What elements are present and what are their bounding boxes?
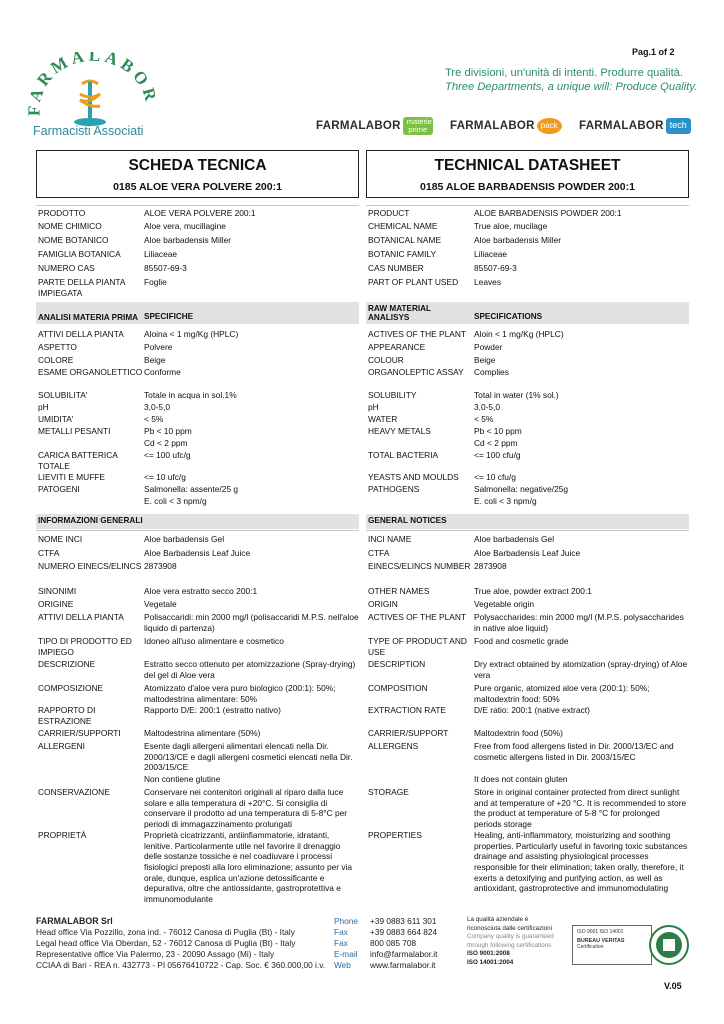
table-row xyxy=(366,402,689,413)
table-row xyxy=(366,426,689,437)
brand-badge: materie prime xyxy=(403,117,433,135)
table-row xyxy=(36,599,359,610)
cert-org: BUREAU VERITAS xyxy=(577,937,625,944)
table-row xyxy=(36,402,359,413)
contact-label: E-mail xyxy=(334,949,358,959)
row-key xyxy=(36,438,144,449)
table-row xyxy=(36,548,359,559)
brand-badge: tech xyxy=(666,118,691,133)
row-key: CARICA BATTERICA TOTALE xyxy=(38,450,118,471)
row-value: Liliaceae xyxy=(144,249,178,259)
row-value: Powder xyxy=(474,342,503,352)
table-row xyxy=(36,263,359,274)
row-key: PATHOGENS xyxy=(368,484,420,494)
row-key: PROPERTIES xyxy=(368,830,422,840)
tagline-it: Tre divisioni, un'unità di intenti. Produrre qualità. xyxy=(445,67,684,79)
row-value: Cd < 2 ppm xyxy=(474,438,518,448)
table-row xyxy=(36,355,359,366)
row-value: <= 100 cfu/g xyxy=(474,450,521,460)
table-row xyxy=(36,221,359,232)
table-row xyxy=(36,208,359,219)
row-key: OTHER NAMES xyxy=(368,586,430,596)
table-row xyxy=(366,414,689,425)
table-row xyxy=(366,249,689,260)
row-value: Idoneo all'uso alimentare e cosmetico xyxy=(144,636,284,646)
row-key xyxy=(366,774,474,785)
table-row xyxy=(36,249,359,260)
table-row xyxy=(366,355,689,366)
cert-sub: Certification xyxy=(577,944,604,950)
row-value: Leaves xyxy=(474,277,502,287)
row-key: SINONIMI xyxy=(38,586,77,596)
row-value: 2873908 xyxy=(144,561,177,571)
row-key: SOLUBILITY xyxy=(368,390,417,400)
row-value: Totale in acqua in sol.1% xyxy=(144,390,237,400)
bureau-veritas-cert-icon xyxy=(572,921,690,969)
row-key: ORIGINE xyxy=(38,599,74,609)
row-key: PROPRIETÀ xyxy=(38,830,87,840)
row-key: SOLUBILITA' xyxy=(38,390,88,400)
row-key: TIPO DI PRODOTTO ED IMPIEGO xyxy=(38,636,132,657)
row-value: Polisaccaridi: min 2000 mg/l (polisaccaridi M.P.S. nell'aloe liquido di partenza) xyxy=(144,612,359,633)
tagline-en: Three Departments, a unique will: Produce Quality. xyxy=(445,81,698,93)
row-key: PRODUCT xyxy=(368,208,410,218)
footer-line: CCIAA di Bari - REA n. 432773 - PI 05676410722 - Cap. Soc. € 360.000,00 i.v. xyxy=(36,960,326,970)
table-row xyxy=(366,277,689,288)
table-row xyxy=(36,414,359,425)
row-value: Rapporto D/E: 200:1 (estratto nativo) xyxy=(144,705,281,715)
row-key: NOME BOTANICO xyxy=(38,235,109,245)
brand-name: FARMALABOR xyxy=(316,119,401,132)
row-value: Conservare nei contenitori originali al riparo dalla luce solare e alla temperatura di +20°C. Si consiglia di conservare il prodotto ad una temperatura di 5-8°C per periodi di immagazzinamento prolungati xyxy=(144,787,348,830)
quality-line: Company quality is guaranteed xyxy=(467,933,554,941)
notices-header-it: INFORMAZIONI GENERALI xyxy=(36,514,359,529)
row-value: Aloe barbadensis Miller xyxy=(144,235,232,245)
row-value: <= 10 ufc/g xyxy=(144,472,186,482)
row-value: <= 100 ufc/g xyxy=(144,450,191,460)
row-value: Aloe vera estratto secco 200:1 xyxy=(144,586,258,596)
footer-company: FARMALABOR Srl xyxy=(36,916,113,926)
row-value: Beige xyxy=(474,355,496,365)
row-value: It does not contain gluten xyxy=(474,774,568,784)
contact-fax: +39 0883 664 824 xyxy=(370,927,438,937)
header-en xyxy=(366,150,689,198)
table-row xyxy=(366,342,689,353)
row-key: CTFA xyxy=(368,548,390,558)
table-row xyxy=(366,329,689,340)
row-value: Pb < 10 ppm xyxy=(474,426,522,436)
row-key: DESCRIZIONE xyxy=(38,659,96,669)
table-row xyxy=(36,705,359,726)
row-value: Store in original container protected from direct sunlight and at temperature of +20 °C. It is recommended to store the product at temperature of 5-8 °C for prolonged periods storage xyxy=(474,787,687,830)
footer-contact-values xyxy=(370,916,460,971)
row-key: ATTIVI DELLA PIANTA xyxy=(38,329,124,339)
row-key: EXTRACTION RATE xyxy=(368,705,447,715)
table-row xyxy=(36,561,359,572)
table-row xyxy=(366,534,689,545)
footer-line: Representative office Via Palermo, 23 - 20090 Assago (Mi) - Italy xyxy=(36,949,275,959)
table-row xyxy=(366,208,689,219)
row-key: CAS NUMBER xyxy=(368,263,424,273)
row-value: Esente dagli allergeni alimentari elencati nella Dir. 2000/13/CE e dagli allergeni cosmetici elencati nella Dir. 2003/15/CE xyxy=(144,741,353,773)
table-row xyxy=(366,496,689,507)
contact-label: Phone xyxy=(334,916,358,926)
row-value: Salmonella: assente/25 g xyxy=(144,484,239,494)
quality-line: ISO 14001:2004 xyxy=(467,958,514,966)
row-key: pH xyxy=(38,402,49,412)
table-row xyxy=(36,659,359,680)
row-key: CONSERVAZIONE xyxy=(38,787,110,797)
row-key: NUMERO CAS xyxy=(38,263,95,273)
table-row xyxy=(366,659,689,680)
row-value: Polvere xyxy=(144,342,173,352)
footer-contact-labels xyxy=(334,916,374,971)
contact-label: Fax xyxy=(334,938,348,948)
row-value: Pb < 10 ppm xyxy=(144,426,192,436)
row-key: INCI NAME xyxy=(368,534,412,544)
table-row xyxy=(36,683,359,704)
row-key: COLOUR xyxy=(368,355,404,365)
row-key: RAPPORTO DI ESTRAZIONE xyxy=(38,705,96,726)
row-value: 3,0-5,0 xyxy=(144,402,171,412)
table-row xyxy=(366,683,689,704)
table-row xyxy=(36,438,359,449)
row-key: ORIGIN xyxy=(368,599,398,609)
row-value: 3,0-5,0 xyxy=(474,402,501,412)
table-row xyxy=(36,277,359,298)
logo-subtitle: Farmacisti Associati xyxy=(33,124,144,138)
row-key: PATOGENI xyxy=(38,484,80,494)
row-value: Maltodestrina alimentare (50%) xyxy=(144,728,261,738)
analysis-header-value: SPECIFICHE xyxy=(144,311,194,321)
table-row xyxy=(366,221,689,232)
row-key: PRODOTTO xyxy=(38,208,86,218)
table-row xyxy=(36,728,359,739)
row-value: Estratto secco ottenuto per atomizzazione (Spray-drying) del gel di Aloe vera xyxy=(144,659,356,680)
row-key: HEAVY METALS xyxy=(368,426,431,436)
table-row xyxy=(36,329,359,340)
row-value: E. coli < 3 npm/g xyxy=(144,496,207,506)
row-key: APPEARANCE xyxy=(368,342,426,352)
row-key: TOTAL BACTERIA xyxy=(368,450,439,460)
contact-phone[interactable]: +39 0883 611 301 xyxy=(370,916,437,926)
contact-web[interactable]: www.farmalabor.it xyxy=(370,960,436,970)
row-key: ASPETTO xyxy=(38,342,77,352)
row-key: ACTIVES OF THE PLANT xyxy=(368,329,467,339)
row-key: ESAME ORGANOLETTICO xyxy=(38,367,143,377)
row-key: YEASTS AND MOULDS xyxy=(368,472,459,482)
row-key: ACTIVES OF THE PLANT xyxy=(368,612,467,622)
row-value: Aloe barbadensis Gel xyxy=(474,534,555,544)
table-row xyxy=(366,561,689,572)
table-row xyxy=(36,390,359,401)
separator xyxy=(36,530,359,531)
quality-line: ISO 9001:2008 xyxy=(467,950,510,958)
row-value: ALOE VERA POLVERE 200:1 xyxy=(144,208,256,218)
row-key: TYPE OF PRODUCT AND USE xyxy=(368,636,467,657)
row-value: Aloin < 1 mg/Kg (HPLC) xyxy=(474,329,564,339)
row-key: BOTANIC FAMILY xyxy=(368,249,437,259)
row-key: CARRIER/SUPPORTI xyxy=(38,728,121,738)
row-value: Beige xyxy=(144,355,166,365)
table-row xyxy=(36,235,359,246)
row-key: BOTANICAL NAME xyxy=(368,235,442,245)
table-row xyxy=(366,586,689,597)
product-title-en: 0185 ALOE BARBADENSIS POWDER 200:1 xyxy=(420,180,635,193)
row-value: True aloe, mucilage xyxy=(474,221,548,231)
table-row xyxy=(36,741,359,773)
quality-line: through following certifications xyxy=(467,941,552,949)
table-row xyxy=(366,390,689,401)
table-row xyxy=(366,728,689,739)
row-value: Vegetable origin xyxy=(474,599,535,609)
row-key: COMPOSIZIONE xyxy=(38,683,104,693)
row-key: NUMERO EINECS/ELINCS xyxy=(38,561,142,571)
row-value: Aloe barbadensis Miller xyxy=(474,235,562,245)
analysis-header-en xyxy=(366,302,689,324)
row-value: Dry extract obtained by atomization (spray-drying) of Aloe vera xyxy=(474,659,688,680)
notices-header-en: GENERAL NOTICES xyxy=(366,514,689,529)
row-key: pH xyxy=(368,402,379,412)
table-row xyxy=(36,586,359,597)
row-key: EINECS/ELINCS NUMBER xyxy=(368,561,471,571)
contact-email[interactable]: info@farmalabor.it xyxy=(370,949,438,959)
cert-iso: ISO 9001 ISO 14001 xyxy=(577,929,624,935)
footer-address xyxy=(36,916,326,971)
row-key: COLORE xyxy=(38,355,74,365)
row-key: NOME CHIMICO xyxy=(38,221,102,231)
page-number: Pag.1 of 2 xyxy=(632,47,675,57)
footer-line: Head office Via Pozzillo, zona ind. - 76012 Canosa di Puglia (Bt) - Italy xyxy=(36,927,295,937)
contact-label: Fax xyxy=(334,927,348,937)
table-row xyxy=(36,774,359,785)
row-key: CARRIER/SUPPORT xyxy=(368,728,449,738)
footer-quality xyxy=(467,916,573,968)
row-key: STORAGE xyxy=(368,787,409,797)
header-it xyxy=(36,150,359,198)
row-key: PARTE DELLA PIANTA IMPIEGATA xyxy=(38,277,126,298)
separator xyxy=(366,530,689,531)
brand-pack xyxy=(450,115,562,137)
table-row xyxy=(36,472,359,483)
row-value: Non contiene glutine xyxy=(144,774,221,784)
row-key: DESCRIPTION xyxy=(368,659,426,669)
analysis-header-it xyxy=(36,302,359,324)
row-value: 85507-69-3 xyxy=(144,263,187,273)
table-row xyxy=(366,548,689,559)
row-value: Aloina < 1 mg/Kg (HPLC) xyxy=(144,329,239,339)
row-value: 85507-69-3 xyxy=(474,263,517,273)
brand-materie-prime xyxy=(316,115,433,137)
row-value: Free from food allergens listed in Dir. 2000/13/EC and cosmetic allergens listed in Dir. 2003/15/EC xyxy=(474,741,674,762)
contact-fax-2: 800 085 708 xyxy=(370,938,417,948)
table-row xyxy=(36,636,359,657)
row-key: CTFA xyxy=(38,548,60,558)
row-value: < 5% xyxy=(474,414,494,424)
brand-tech xyxy=(579,115,691,137)
brand-badge: pack xyxy=(537,118,562,134)
table-row xyxy=(366,484,689,495)
row-key xyxy=(36,496,144,507)
row-value: Cd < 2 ppm xyxy=(144,438,188,448)
table-row xyxy=(36,426,359,437)
row-key xyxy=(366,496,474,507)
row-key: NOME INCI xyxy=(38,534,83,544)
row-value: Food and cosmetic grade xyxy=(474,636,569,646)
row-key xyxy=(366,438,474,449)
row-value: 2873908 xyxy=(474,561,507,571)
row-value: Aloe Barbadensis Leaf Juice xyxy=(144,548,251,558)
brand-name: FARMALABOR xyxy=(579,119,664,132)
row-value: True aloe, powder extract 200:1 xyxy=(474,586,592,596)
product-title-it: 0185 ALOE VERA POLVERE 200:1 xyxy=(113,180,282,193)
brand-name: FARMALABOR xyxy=(450,119,535,132)
document-title-it: SCHEDA TECNICA xyxy=(128,157,267,174)
table-row xyxy=(366,636,689,657)
table-row xyxy=(366,830,689,894)
analysis-header-key: RAW MATERIAL ANALISYS xyxy=(368,303,431,322)
row-value: Liliaceae xyxy=(474,249,508,259)
row-value: Aloe barbadensis Gel xyxy=(144,534,225,544)
contact-label: Web xyxy=(334,960,351,970)
row-value: Healing, anti-inflammatory, moisturizing and soothing properties. Particularly useful in favoring toxic substances drainage and assisting physiological processes responsible for their elimination; taken orally, therefore, it exerts a detoxifying and purifying action, as well as antioxidant, gastroprotective and immunomodulating xyxy=(474,830,688,894)
row-value: Maltodextrin food (50%) xyxy=(474,728,563,738)
row-key: ATTIVI DELLA PIANTA xyxy=(38,612,124,622)
analysis-header-value: SPECIFICATIONS xyxy=(474,311,543,321)
row-value: Vegetale xyxy=(144,599,177,609)
table-row xyxy=(36,787,359,830)
table-row xyxy=(36,496,359,507)
table-row xyxy=(366,472,689,483)
row-key: CHEMICAL NAME xyxy=(368,221,438,231)
document-title-en: TECHNICAL DATASHEET xyxy=(434,157,621,174)
row-value: < 5% xyxy=(144,414,164,424)
row-key: UMIDITA' xyxy=(38,414,74,424)
table-row xyxy=(36,830,359,905)
row-value: Aloe vera, mucillagine xyxy=(144,221,226,231)
table-row xyxy=(366,787,689,830)
row-key: ALLERGENS xyxy=(368,741,419,751)
caduceus-icon xyxy=(74,81,106,126)
table-row xyxy=(36,534,359,545)
row-value: Aloe Barbadensis Leaf Juice xyxy=(474,548,581,558)
row-value: Polysaccharides: min 2000 mg/l (M.P.S. polysaccharides in native aloe liquid) xyxy=(474,612,684,633)
footer-line: Legal head office Via Oberdan, 52 - 76012 Canosa di Puglia (Bt) - Italy xyxy=(36,938,296,948)
row-key xyxy=(36,774,144,785)
row-value: <= 10 cfu/g xyxy=(474,472,516,482)
table-row xyxy=(366,263,689,274)
row-value: Foglie xyxy=(144,277,167,287)
row-key: LIEVITI E MUFFE xyxy=(38,472,106,482)
row-value: E. coli < 3 npm/g xyxy=(474,496,537,506)
table-row xyxy=(36,367,359,378)
row-value: Complies xyxy=(474,367,509,377)
row-value: Atomizzato d'aloe vera puro biologico (200:1): 50%; maltodestrina alimentare: 50% xyxy=(144,683,336,704)
row-key: WATER xyxy=(368,414,398,424)
table-row xyxy=(366,612,689,633)
row-value: Salmonella: negative/25g xyxy=(474,484,569,494)
quality-line: La qualità aziendale è xyxy=(467,916,529,923)
analysis-header-key: ANALISI MATERIA PRIMA xyxy=(38,312,139,322)
row-value: D/E ratio: 200:1 (native extract) xyxy=(474,705,590,715)
table-row xyxy=(36,484,359,495)
row-value: Proprietà cicatrizzanti, antiinfiammatorie, idratanti, lenitive. Particolarmente utile nel favorire il drenaggio delle sostanze tossiche e nel coadiuvare i processi fisiologici preposti alla loro eliminazione; assunto per via orale, dunque, esplica un'azione detossificante e depurativa, oltre che antiossidante, gastroprotettiva e immunomodulante xyxy=(144,830,353,905)
row-value: Pure organic, atomized aloe vera (200:1): 50%; maltodextrin food: 50% xyxy=(474,683,650,704)
table-row xyxy=(36,612,359,633)
row-key: COMPOSITION xyxy=(368,683,428,693)
version-label: V.05 xyxy=(664,981,682,991)
table-row xyxy=(36,342,359,353)
table-row xyxy=(366,367,689,378)
row-value: Total in water (1% sol.) xyxy=(474,390,559,400)
row-value: Conforme xyxy=(144,367,181,377)
table-row xyxy=(366,705,689,716)
logo-arc-text: FARMALABOR xyxy=(24,52,162,117)
row-key: PART OF PLANT USED xyxy=(368,277,459,287)
table-row xyxy=(36,450,359,471)
row-key: FAMIGLIA BOTANICA xyxy=(38,249,121,259)
table-row xyxy=(366,774,689,785)
row-key: ALLERGENI xyxy=(38,741,86,751)
table-row xyxy=(366,741,689,762)
table-row xyxy=(366,438,689,449)
row-key: METALLI PESANTI xyxy=(38,426,111,436)
table-row xyxy=(366,599,689,610)
quality-line: riconosciuta dalle certificazioni xyxy=(467,924,553,932)
row-value: ALOE BARBADENSIS POWDER 200:1 xyxy=(474,208,622,218)
table-row xyxy=(366,450,689,461)
row-key: ORGANOLEPTIC ASSAY xyxy=(368,367,464,377)
table-row xyxy=(366,235,689,246)
